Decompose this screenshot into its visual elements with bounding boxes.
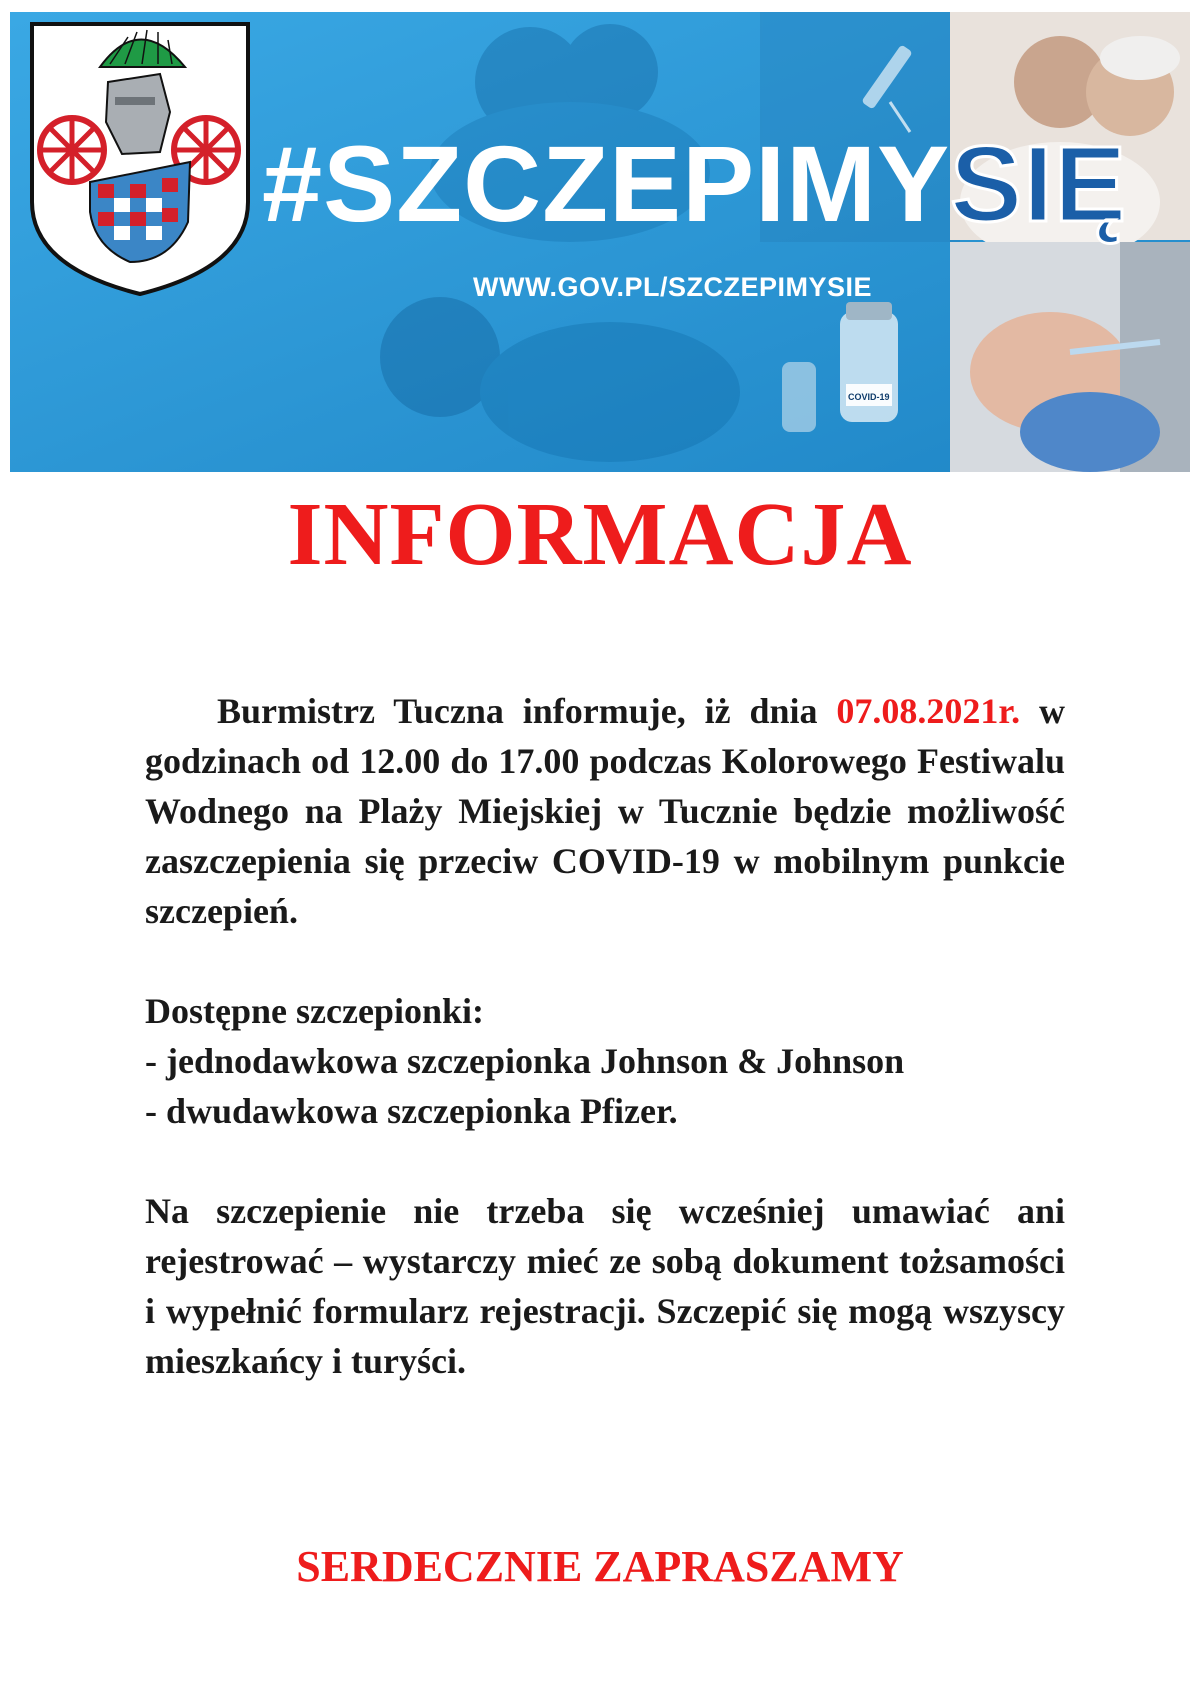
vial-label: COVID-19 xyxy=(848,392,890,402)
campaign-url: WWW.GOV.PL/SZCZEPIMYSIE xyxy=(473,272,873,302)
event-date: 07.08.2021r. xyxy=(836,691,1021,731)
left-wheel-icon xyxy=(40,118,104,182)
page-title: INFORMACJA xyxy=(287,485,913,584)
vaccination-photo xyxy=(950,242,1190,472)
closing-invitation: SERDECZNIE ZAPRASZAMY xyxy=(296,1542,904,1591)
announcement-details: w godzinach od 12.00 do 17.00 podczas Kolorowego Festiwalu Wodnego na Plaży Miejskiej w Tucznie będzie możliwość zaszczepienia się przeciw COVID-19 w mobilnym punkcie szczepień. xyxy=(145,691,1065,931)
announcement-body xyxy=(145,686,1065,1386)
campaign-banner xyxy=(10,12,1190,472)
announcement-paragraph xyxy=(145,686,1065,936)
hashtag-main: #SZCZEPIMY xyxy=(262,123,951,244)
hashtag-accent: SIĘ xyxy=(950,123,1128,244)
knight-helmet-icon xyxy=(106,74,170,154)
campaign-hashtag xyxy=(262,123,1128,244)
announcement-intro: Burmistrz Tuczna informuje, iż dnia xyxy=(217,691,837,731)
registration-note: Na szczepienie nie trzeba się wcześniej umawiać ani rejestrować – wystarczy mieć ze sobą dokument tożsamości i wypełnić formularz rejestracji. Szczepić się mogą wszyscy mieszkańcy i turyści. xyxy=(145,1191,1065,1381)
vaccines-heading: Dostępne szczepionki: xyxy=(145,991,484,1031)
vaccine-item: - dwudawkowa szczepionka Pfizer. xyxy=(145,1091,678,1131)
vaccine-item: - jednodawkowa szczepionka Johnson & Johnson xyxy=(145,1041,905,1081)
town-coat-of-arms xyxy=(32,24,248,294)
